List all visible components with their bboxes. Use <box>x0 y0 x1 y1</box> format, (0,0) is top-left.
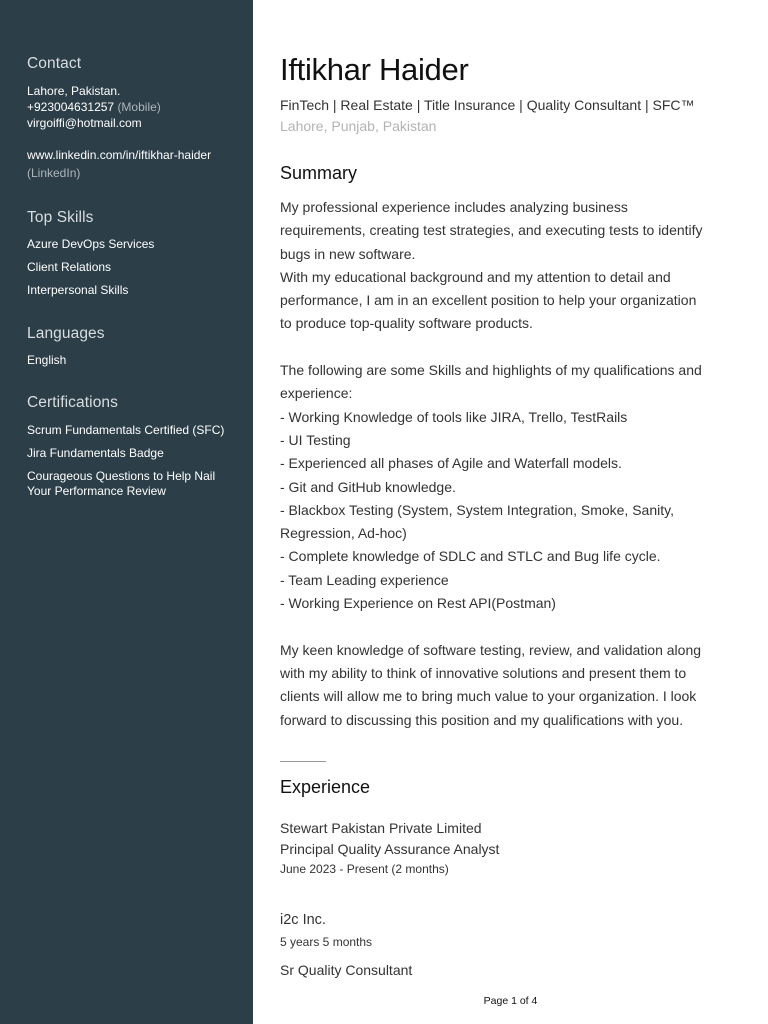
summary-line <box>280 615 750 638</box>
summary-line <box>280 336 750 359</box>
summary-line: clients will allow me to bring much value to your organization. I look <box>280 688 697 705</box>
summary-line: - Experienced all phases of Agile and Waterfall models. <box>280 455 622 472</box>
job-role: Sr Quality Consultant <box>280 962 413 978</box>
summary-line: - Team Leading experience <box>280 571 449 588</box>
section-divider <box>280 761 326 762</box>
summary-line: bugs in new software. <box>280 245 416 262</box>
skill-item: Azure DevOps Services <box>27 237 155 251</box>
certification-item: Scrum Fundamentals Certified (SFC) <box>27 423 225 437</box>
summary-line: forward to discussing this position and my qualifications with you. <box>280 711 684 728</box>
languages-heading: Languages <box>27 325 105 342</box>
contact-heading: Contact <box>27 55 82 72</box>
summary-line: - Working Knowledge of tools like JIRA, Trello, TestRails <box>280 408 628 425</box>
summary-line: The following are some Skills and highlights of my qualifications and <box>280 362 702 379</box>
profile-location: Lahore, Punjab, Pakistan <box>280 118 437 134</box>
contact-phone[interactable]: +923004631257 <box>27 100 115 114</box>
page-footer <box>0 995 768 1007</box>
skill-item: Interpersonal Skills <box>27 283 129 297</box>
experience-title: Experience <box>280 777 371 797</box>
summary-line: to produce top-quality software products. <box>280 315 533 332</box>
job-dates: June 2023 - Present (2 months) <box>280 862 449 876</box>
certifications-heading: Certifications <box>27 394 118 411</box>
certification-item: Jira Fundamentals Badge <box>27 446 164 460</box>
summary-line: With my educational background and my attention to detail and <box>280 268 671 285</box>
summary-line: - UI Testing <box>280 431 351 448</box>
summary-line: with my ability to think of innovative solutions and present them to <box>280 664 687 681</box>
summary-body <box>280 196 750 732</box>
certification-item: Your Performance Review <box>27 484 166 498</box>
job-role: Principal Quality Assurance Analyst <box>280 841 500 857</box>
top-skills-heading: Top Skills <box>27 209 94 226</box>
summary-line: experience: <box>280 385 353 402</box>
contact-address: Lahore, Pakistan. <box>27 84 121 98</box>
contact-email[interactable]: virgoiffi@hotmail.com <box>27 116 142 130</box>
contact-phone-row <box>27 99 161 115</box>
sidebar <box>0 0 253 1024</box>
summary-line: - Blackbox Testing (System, System Integration, Smoke, Sanity, <box>280 501 674 518</box>
job-duration: 5 years 5 months <box>280 935 373 949</box>
summary-line: My professional experience includes analyzing business <box>280 199 628 215</box>
skill-item: Client Relations <box>27 260 112 274</box>
profile-name: Iftikhar Haider <box>280 52 469 87</box>
summary-line: - Complete knowledge of SDLC and STLC and Bug life cycle. <box>280 548 661 565</box>
page-number: Page 1 of 4 <box>483 995 538 1007</box>
summary-line: - Git and GitHub knowledge. <box>280 478 456 495</box>
job-company: Stewart Pakistan Private Limited <box>280 820 482 836</box>
certification-item: Courageous Questions to Help Nail <box>27 469 216 483</box>
summary-line: My keen knowledge of software testing, review, and validation along <box>280 641 702 658</box>
contact-linkedin-label: (LinkedIn) <box>27 166 81 180</box>
summary-line: - Working Experience on Rest API(Postman) <box>280 595 556 612</box>
summary-line: requirements, creating test strategies, and executing tests to identify <box>280 222 703 239</box>
profile-headline: FinTech | Real Estate | Title Insurance | Quality Consultant | SFC™ <box>280 97 695 113</box>
summary-line: Regression, Ad-hoc) <box>280 525 407 542</box>
contact-phone-type: (Mobile) <box>117 100 161 114</box>
contact-linkedin-link[interactable]: www.linkedin.com/in/iftikhar-haider <box>27 148 212 162</box>
job-company: i2c Inc. <box>280 912 326 928</box>
summary-line: performance, I am in an excellent position to help your organization <box>280 292 697 309</box>
summary-title: Summary <box>280 163 358 183</box>
language-item: English <box>27 353 67 367</box>
